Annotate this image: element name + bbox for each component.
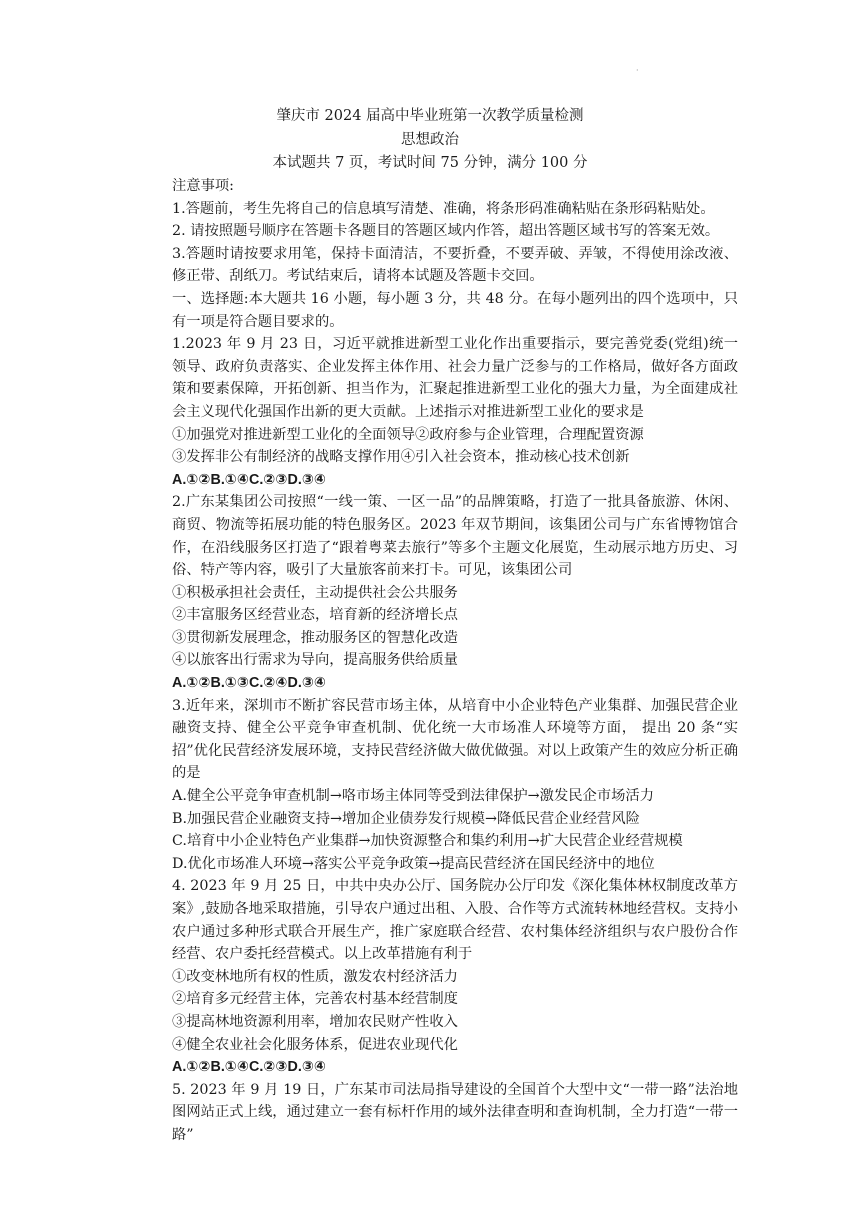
question-option: ①改变林地所有权的性质，激发农村经济活力 (172, 968, 458, 985)
question-option: D.优化市场准人环境→落实公平竞争政策→提高民营经济在国民经济中的地位 (172, 855, 655, 872)
notice-item: 2. 请按照题号顺序在答题卡各题目的答题区域内作答，超出答题区域书写的答案无效。 (172, 223, 720, 240)
exam-body (172, 175, 738, 1147)
question-stem: 5. 2023 年 9 月 19 日，广东某市司法局指导建设的全国首个大型中文“一带一路”法治地图网站正式上线，通过建立一套有标杆作用的域外法律查明和查询机制，全力打造“一带一路” (172, 1081, 738, 1143)
question-option: A.健全公平竞争审查机制→咯市场主体同等受到法律保护→激发民企市场活力 (172, 788, 655, 805)
notice-heading: 注意事项: (172, 178, 235, 194)
section-heading: 一、选择题:本大题共 16 小题，每小题 3 分，共 48 分。在每小题列出的四个选项中，只有一项是符合题目要求的。 (172, 290, 738, 330)
question-option: C.培育中小企业特色产业集群→加快资源整合和集约利用→扩大民营企业经营规模 (172, 833, 683, 850)
question-option: ①积极承担社会责任，主动提供社会公共服务 (172, 584, 458, 601)
question-option: B.加强民营企业融资支持→增加企业债券发行规模→降低民营企业经营风险 (172, 810, 640, 827)
exam-info: 本试题共 7 页，考试时间 75 分钟，满分 100 分 (272, 155, 588, 171)
question-option: ④以旅客出行需求为导向，提高服务供给质量 (172, 652, 458, 669)
question-choices: A.①②B.①③C.②④D.③④ (172, 675, 327, 692)
exam-title: 肇庆市 2024 届高中毕业班第一次教学质量检测 (276, 108, 584, 124)
exam-subject: 思想政治 (401, 132, 459, 148)
question-option: ③提高林地资源利用率，增加农民财产性收入 (172, 1013, 458, 1030)
question-stem: 2.广东某集团公司按照“一线一策、一区一品”的品牌策略，打造了一批具备旅游、休闲、商贸、物流等拓展功能的特色服务区。2023 年双节期间，该集团公司与广东省博物馆合作，在沿线服务区打造了“跟着粤菜去旅行”等多个主题文化展览，生动展示地方历史、习俗、特产等内容，吸引了大量旅客前来打卡。可见，该集团公司 (172, 494, 738, 579)
question-choices: A.①②B.①④C.②③D.③④ (172, 1059, 327, 1076)
question-option: ②培育多元经营主体，完善农村基本经营制度 (172, 991, 458, 1008)
question-choices: A.①②B.①④C.②③D.③④ (172, 471, 327, 488)
notice-item: 3.答题时请按要求用笔，保持卡面清洁，不要折叠，不要弄破、弄皱，不得使用涂改液、修正带、刮纸刀。考试结束后，请将本试题及答题卡交回。 (172, 245, 738, 285)
question-option: ①加强党对推进新型工业化的全面领导②政府参与企业管理，合理配置资源 (172, 426, 644, 443)
question-stem: 4. 2023 年 9 月 25 日，中共中央办公厅、国务院办公厅印发《深化集体林权制度改革方案》,鼓励各地采取措施，引导农户通过出租、入股、合作等方式流转林地经营权。支持小农户通过多种形式联合开展生产，推广家庭联合经营、农村集体经济组织与农户股份合作经营、农户委托经营模式。以上改革措施有利于 (172, 878, 738, 963)
question-option: ②丰富服务区经营业态，培育新的经济增长点 (172, 607, 458, 624)
notice-item: 1.答题前，考生先将自己的信息填写清楚、准确，将条形码准确粘贴在条形码粘贴处。 (172, 200, 715, 217)
question-stem: 3.近年来，深圳市不断扩容民营市场主体，从培育中小企业特色产业集群、加强民营企业融资支持、健全公平竞争审查机制、优化统一大市场准人环境等方面， 提出 20 条“实招”优化民营经济发展环境，支持民营经济做大做优做强。对以上政策产生的效应分析正确的是 (172, 697, 738, 782)
page-mark: · (636, 66, 639, 75)
question-stem: 1.2023 年 9 月 23 日，习近平就推进新型工业化作出重要指示，要完善党委(党组)统一领导、政府负责落实、企业发挥主体作用、社会力量广泛参与的工作格局，做好各方面政策和要素保障，开拓创新、担当作为，汇聚起推进新型工业化的强大力量，为全面建成社会主义现代化强国作出新的更大贡献。上述指示对推进新型工业化的要求是 (172, 336, 738, 420)
question-option: ④健全农业社会化服务体系，促进农业现代化 (172, 1036, 458, 1053)
question-option: ③贯彻新发展理念，推动服务区的智慧化改造 (172, 629, 458, 646)
question-option: ③发挥非公有制经济的战略支撑作用④引入社会资本，推动核心技术创新 (172, 449, 630, 466)
